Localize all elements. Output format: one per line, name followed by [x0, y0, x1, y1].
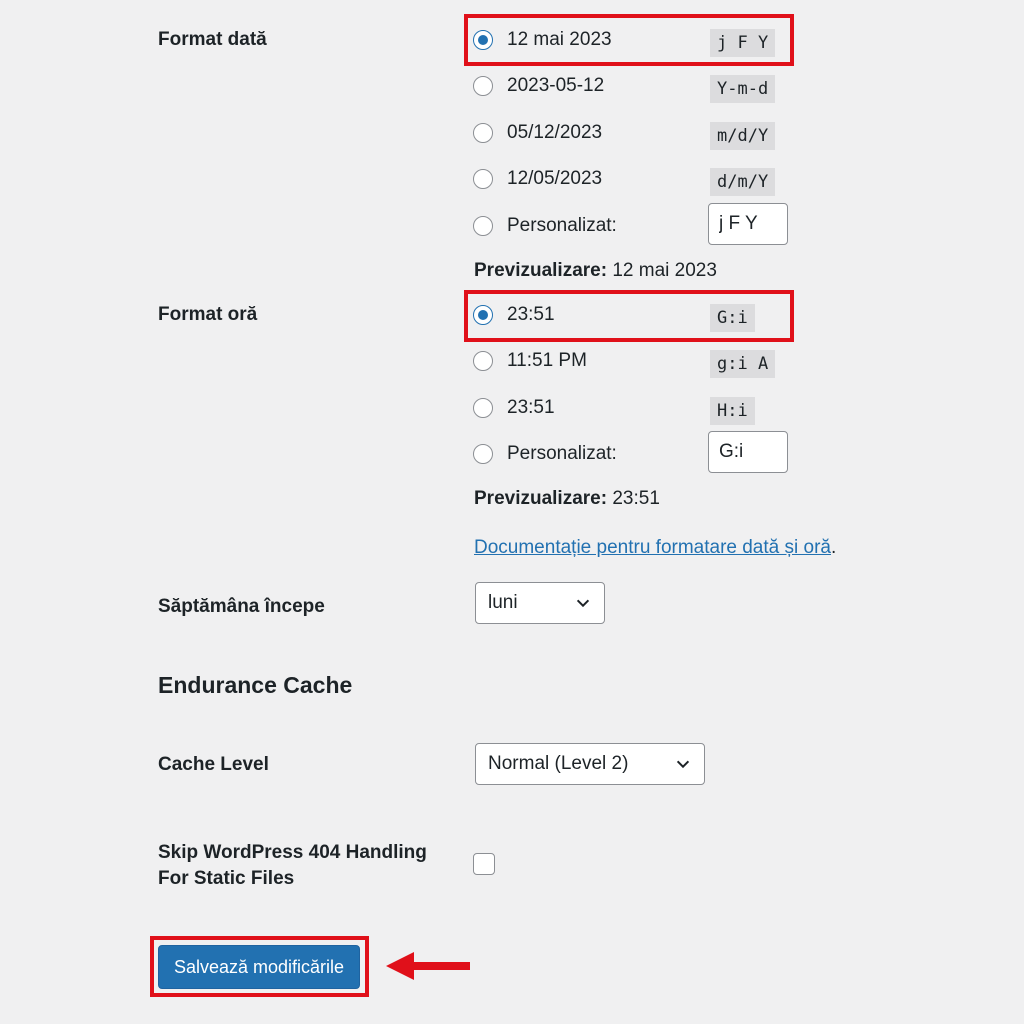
- date-option-2-code: Y-m-d: [710, 75, 775, 103]
- highlight-box-time: [464, 290, 794, 342]
- cache-level-value: Normal (Level 2): [488, 753, 629, 774]
- highlight-box-date: [464, 14, 794, 66]
- endurance-cache-title: Endurance Cache: [158, 672, 353, 698]
- skip-404-label: [158, 840, 427, 892]
- date-preview: [474, 260, 717, 282]
- cache-level-label: Cache Level: [158, 754, 269, 775]
- week-start-value: luni: [488, 592, 518, 613]
- date-option-4-code: d/m/Y: [710, 168, 775, 196]
- time-option-1-text: 23:51: [507, 304, 555, 325]
- date-option-2-text: 2023-05-12: [507, 75, 605, 96]
- time-option-1-code: G:i: [710, 304, 755, 332]
- week-start-label: Săptămâna începe: [158, 596, 325, 617]
- doc-link-line: [474, 537, 836, 559]
- highlight-box-save: [150, 936, 369, 997]
- date-format-label: Format dată: [158, 29, 267, 50]
- date-option-3-code: m/d/Y: [710, 122, 775, 150]
- radio[interactable]: [473, 169, 493, 189]
- skip-404-checkbox[interactable]: [473, 853, 495, 875]
- chevron-down-icon: [674, 755, 692, 773]
- date-option-1-code: j F Y: [710, 29, 775, 57]
- date-option-2[interactable]: [473, 73, 604, 99]
- radio[interactable]: [473, 444, 493, 464]
- date-option-custom[interactable]: [473, 213, 617, 239]
- radio[interactable]: [473, 123, 493, 143]
- radio[interactable]: [473, 398, 493, 418]
- time-option-custom[interactable]: [473, 441, 617, 467]
- time-option-3[interactable]: [473, 395, 555, 421]
- date-preview-label: Previzualizare:: [474, 260, 608, 281]
- arrow-left-icon: [386, 950, 472, 982]
- radio[interactable]: [473, 216, 493, 236]
- time-custom-label: Personalizat:: [507, 443, 617, 464]
- cache-level-select[interactable]: [475, 743, 705, 785]
- time-option-3-code: H:i: [710, 397, 755, 425]
- date-option-3-text: 05/12/2023: [507, 122, 603, 143]
- doc-link-suffix: .: [830, 537, 837, 558]
- skip-404-label-line1: Skip WordPress 404 Handling: [158, 842, 427, 863]
- week-start-select[interactable]: [475, 582, 605, 624]
- date-option-3[interactable]: [473, 120, 602, 146]
- time-preview-value: 23:51: [612, 488, 660, 509]
- time-option-2-text: 11:51 PM: [507, 350, 587, 371]
- date-preview-value: 12 mai 2023: [612, 260, 717, 281]
- date-option-4[interactable]: [473, 166, 602, 192]
- save-changes-button[interactable]: Salvează modificările: [158, 945, 360, 989]
- date-custom-label: Personalizat:: [507, 215, 617, 236]
- time-option-3-text: 23:51: [507, 397, 555, 418]
- time-option-2[interactable]: [473, 348, 587, 374]
- skip-404-label-line2: For Static Files: [158, 868, 295, 889]
- date-option-4-text: 12/05/2023: [507, 168, 603, 189]
- date-option-1-text: 12 mai 2023: [507, 29, 612, 50]
- time-preview: [474, 488, 660, 510]
- date-custom-input[interactable]: [708, 203, 788, 245]
- radio[interactable]: [473, 351, 493, 371]
- radio[interactable]: [473, 76, 493, 96]
- doc-link[interactable]: Documentație pentru formatare dată și oră: [474, 537, 831, 558]
- time-format-label: Format oră: [158, 304, 258, 325]
- chevron-down-icon: [574, 594, 592, 612]
- time-preview-label: Previzualizare:: [474, 488, 608, 509]
- time-custom-input[interactable]: [708, 431, 788, 473]
- time-option-2-code: g:i A: [710, 350, 775, 378]
